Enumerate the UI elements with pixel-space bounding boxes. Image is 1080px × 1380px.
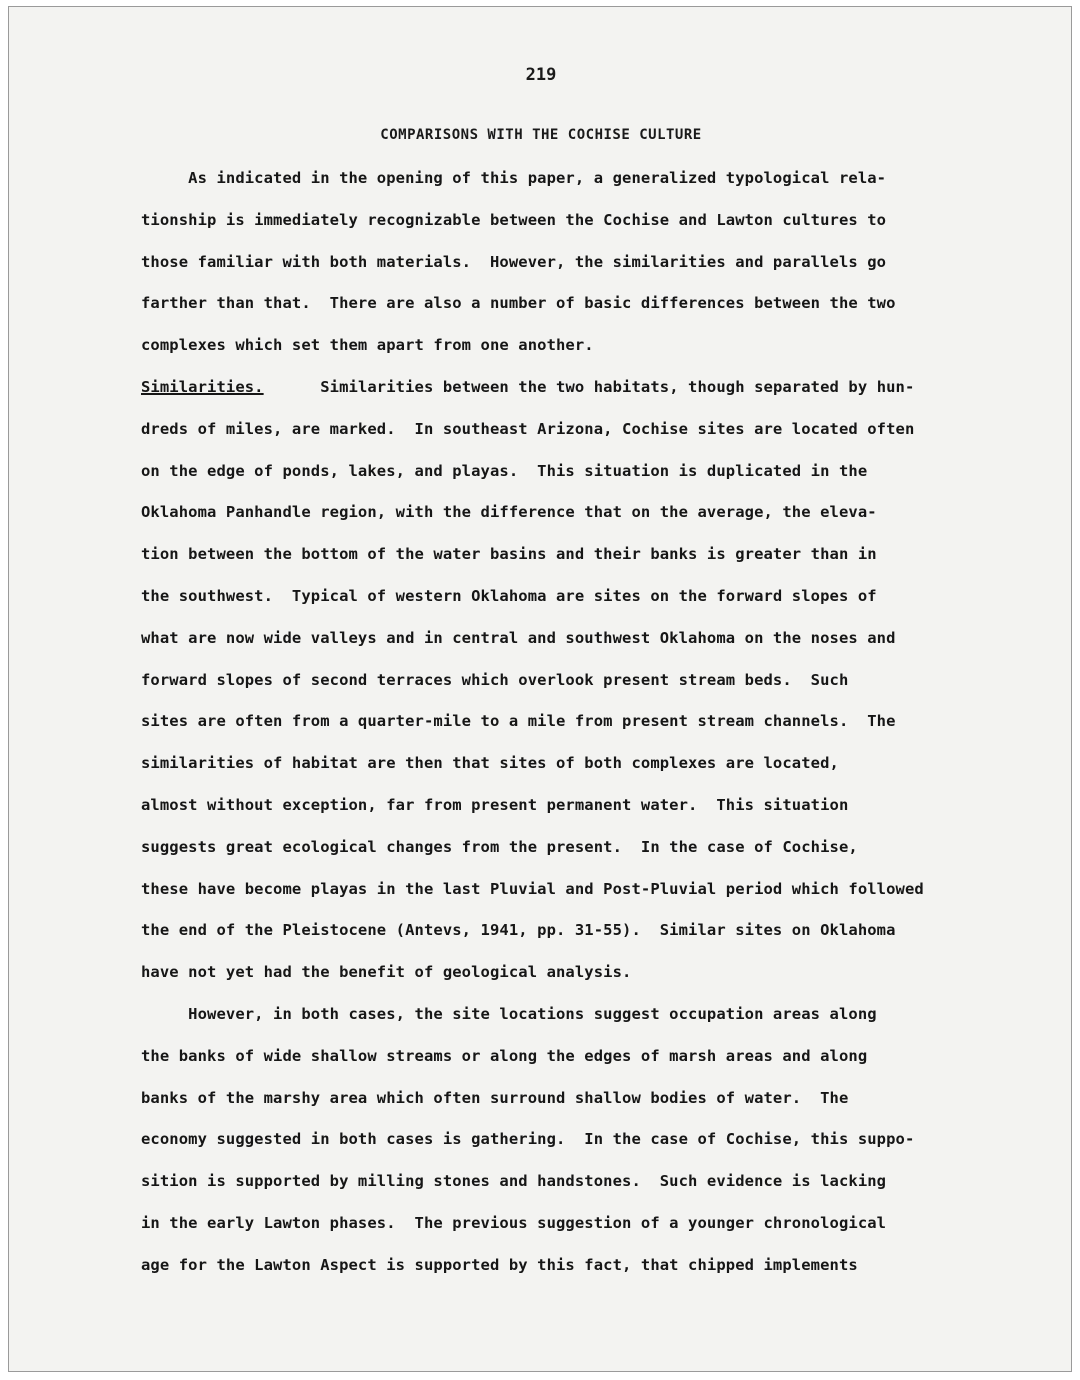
text-line: suggests great ecological changes from the present. In the case of Cochise, bbox=[141, 837, 858, 856]
subheading-similarities: Similarities. bbox=[141, 378, 264, 396]
text-line: economy suggested in both cases is gathering. In the case of Cochise, this suppo- bbox=[141, 1130, 915, 1149]
text-line: banks of the marshy area which often surround shallow bodies of water. The bbox=[141, 1088, 849, 1107]
text-line: on the edge of ponds, lakes, and playas. This situation is duplicated in the bbox=[141, 461, 868, 480]
text-line: similarities of habitat are then that sites of both complexes are located, bbox=[141, 754, 839, 773]
page-number: 219 bbox=[525, 65, 557, 85]
text-line: in the early Lawton phases. The previous suggestion of a younger chronological bbox=[141, 1214, 887, 1232]
section-heading: COMPARISONS WITH THE COCHISE CULTURE bbox=[380, 127, 702, 143]
text-line bbox=[141, 378, 914, 396]
text-line: As indicated in the opening of this paper, a generalized typological rela- bbox=[141, 169, 887, 187]
text-line: complexes which set them apart from one another. bbox=[141, 336, 594, 355]
document-page bbox=[8, 6, 1072, 1372]
text-line: what are now wide valleys and in central and southwest Oklahoma on the noses and bbox=[141, 628, 896, 647]
text-line: farther than that. There are also a number of basic differences between the two bbox=[141, 294, 896, 313]
text-line: age for the Lawton Aspect is supported by this fact, that chipped implements bbox=[141, 1255, 858, 1274]
text-line: almost without exception, far from present permanent water. This situation bbox=[141, 796, 849, 814]
text-line: tion between the bottom of the water basins and their banks is greater than in bbox=[141, 545, 877, 564]
text-line: dreds of miles, are marked. In southeast Arizona, Cochise sites are located often bbox=[141, 419, 915, 438]
text-line: forward slopes of second terraces which overlook present stream beds. Such bbox=[141, 670, 849, 689]
text-line: those familiar with both materials. However, the similarities and parallels go bbox=[141, 252, 887, 271]
text-line: the southwest. Typical of western Oklahoma are sites on the forward slopes of bbox=[141, 587, 877, 605]
text-line: tionship is immediately recognizable between the Cochise and Lawton cultures to bbox=[141, 210, 887, 229]
text-line: sition is supported by milling stones and handstones. Such evidence is lacking bbox=[141, 1172, 887, 1191]
text-line: Oklahoma Panhandle region, with the difference that on the average, the eleva- bbox=[141, 503, 877, 522]
text-line: sites are often from a quarter-mile to a mile from present stream channels. The bbox=[141, 712, 896, 731]
text-line: the banks of wide shallow streams or along the edges of marsh areas and along bbox=[141, 1046, 868, 1065]
text-line-continuation: Similarities between the two habitats, though separated by hun- bbox=[263, 378, 915, 396]
text-line: However, in both cases, the site locations suggest occupation areas along bbox=[141, 1005, 877, 1023]
text-line: the end of the Pleistocene (Antevs, 1941, pp. 31-55). Similar sites on Oklahoma bbox=[141, 921, 896, 940]
text-line: these have become playas in the last Pluvial and Post-Pluvial period which followed bbox=[141, 879, 924, 898]
text-line: have not yet had the benefit of geological analysis. bbox=[141, 963, 632, 982]
